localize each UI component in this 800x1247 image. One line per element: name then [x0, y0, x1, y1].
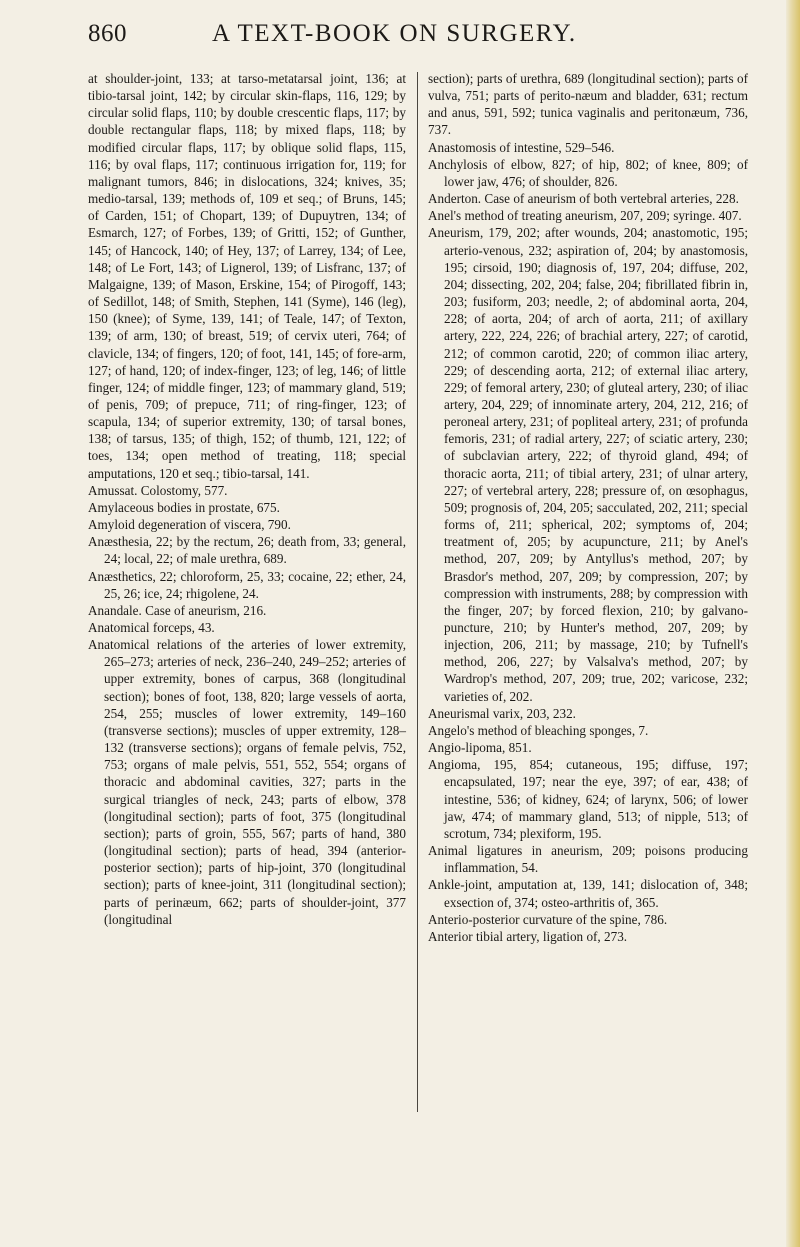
index-entry: Aneurism, 179, 202; after wounds, 204; anastomotic, 195; arterio-venous, 232; aspiration of, 204; by anastomosis, 195; cirsoid, 190; diagnosis of, 197, 204; diffuse, 202, 204; dissecting, 202, 204; false, 204; fibrillated fibrin in, 203; fusiform, 203; needle, 2; of abdominal aorta, 204, 228; of aorta, 204; of arch of aorta, 211; of axillary artery, 222, 224, 226; of brachial artery, 227; of carotid, 212; of common carotid, 220; of common iliac artery, 229; of descending aorta, 212; of external iliac artery, 229; of femoral artery, 230; of gluteal artery, 230; of iliac artery, 204, 229; of innominate artery, 204, 212, 216; of peroneal artery, 231; of popliteal artery, 231; of profunda femoris, 231; of radial artery, 227; of sciatic artery, 230; of subclavian artery, 222; of thyroid gland, 494; of thoracic aorta, 211; of tibial artery, 231; of ulnar artery, 227; of vertebral artery, 228; pressure of, on œsophagus, 509; prognosis of, 204, 205; sacculated, 202, 211; special forms of, 211; spherical, 202; symptoms of, 204; treatment of, 205; by acupuncture, 211; by Anel's method, 207, 209; by Antyllus's method, 207; by Brasdor's method, 207, 209; by compression, 207; by compression with instruments, 288; by compression with the finger, 207; by forced flexion, 210; by galvano-puncture, 210; by Hunter's method, 207, 209; by injection, 206, 211; by massage, 210; by Tufnell's method, 206, 227; by Valsalva's method, 207; by Wardrop's method, 207, 209; true, 202; varicose, 232; varieties of, 202.	[428, 225, 748, 704]
index-entry: Anterio-posterior curvature of the spine, 786.	[428, 911, 668, 927]
index-entry: Amylaceous bodies in prostate, 675.	[88, 499, 280, 515]
index-entry: Anastomosis of intestine, 529–546.	[428, 139, 615, 155]
index-entry: Anchylosis of elbow, 827; of hip, 802; of knee, 809; of lower jaw, 476; of shoulder, 826.	[428, 156, 748, 189]
index-entry: Animal ligatures in aneurism, 209; poisons producing inflammation, 54.	[428, 843, 748, 876]
index-entry: Anderton. Case of aneurism of both vertebral arteries, 228.	[428, 191, 739, 207]
index-entry: section); parts of urethra, 689 (longitudinal section); parts of vulva, 751; parts of perito-næum and bladder, 631; rectum and anus, 591, 592; tunica vaginalis and peritonæum, 736, 737.	[428, 71, 748, 138]
index-column-left	[88, 70, 406, 928]
index-entry: at shoulder-joint, 133; at tarso-metatarsal joint, 136; at tibio-tarsal joint, 142; by circular skin-flaps, 116, 129; by circular solid flaps, 110; by double crescentic flaps, 117; by double rectangular flaps, 118; by mixed flaps, 118; by modified circular flaps, 117; by oblique solid flaps, 115, 116; by oval flaps, 117; continuous irrigation for, 119; for malignant tumors, 846; in dislocations, 324; knives, 35; medio-tarsal, 139; methods of, 109 et seq.; of Bruns, 145; of Carden, 151; of Chopart, 139; of Dupuytren, 134; of Esmarch, 127; of Forbes, 139; of Gritti, 152; of Gunther, 145; of Hancock, 140; of Hey, 137; of Larrey, 134; of Lee, 148; of Le Fort, 143; of Lignerol, 139; of Lisfranc, 137; of Malgaigne, 139; of Mason, Erskine, 154; of Pirogoff, 143; of Sedillot, 148; of Smith, Stephen, 141 (Syme), 146 (leg), 150 (knee); of Syme, 139, 141; of Teale, 147; of Texton, 139; of arm, 130; of breast, 519; of cervix uteri, 764; of clavicle, 134; of fingers, 120; of foot, 141, 145; of fore-arm, 127; of hand, 120; of index-finger, 123; of leg, 146; of little finger, 124; of middle finger, 123; of mammary gland, 519; of penis, 709; of prepuce, 711; of ring-finger, 123; of scapula, 134; of superior extremity, 130; of tarsal bones, 138; of tarsus, 135; of thigh, 152; of thumb, 121, 122; of toes, 134; open method of treating, 118; special amputations, 120 et seq.; tibio-tarsal, 141.	[88, 71, 406, 481]
index-entry: Anandale. Case of aneurism, 216.	[88, 602, 267, 618]
index-column-right	[428, 70, 748, 945]
index-entry: Angio-lipoma, 851.	[428, 740, 532, 756]
page-number: 860	[88, 20, 127, 47]
page-header	[88, 20, 800, 52]
index-entry: Anel's method of treating aneurism, 207, 209; syringe. 407.	[428, 208, 742, 224]
index-entry: Angelo's method of bleaching sponges, 7.	[428, 722, 649, 738]
running-head: A TEXT-BOOK ON SURGERY.	[212, 20, 577, 47]
index-entry: Anatomical forceps, 43.	[88, 620, 215, 635]
page-edge	[786, 0, 800, 1247]
index-entry: Anæsthetics, 22; chloroform, 25, 33; cocaine, 22; ether, 24, 25, 26; ice, 24; rhigolene, 24.	[88, 568, 406, 601]
column-divider	[417, 72, 418, 1112]
index-entry: Anatomical relations of the arteries of lower extremity, 265–273; arteries of neck, 236–240, 249–252; arteries of upper extremity, bones of carpus, 368 (longitudinal section); bones of foot, 138, 820; large vessels of aorta, 254, 255; muscles of lower extremity, 149–160 (transverse sections); muscles of upper extremity, 128–132 (transverse sections); organs of female pelvis, 752, 753; organs of male pelvis, 551, 552, 554; organs of thoracic and abdominal cavities, 327; parts in the surgical triangles of neck, 243; parts of elbow, 378 (longitudinal section); parts of foot, 375 (longitudinal section); parts of groin, 555, 567; parts of hand, 380 (longitudinal section); parts of head, 394 (anterior-posterior section); parts of hip-joint, 370 (longitudinal section); parts of knee-joint, 311 (longitudinal section); parts of perinæum, 662; parts of shoulder-joint, 377 (longitudinal	[88, 637, 406, 927]
index-entry: Angioma, 195, 854; cutaneous, 195; diffuse, 197; encapsulated, 197; near the eye, 397; of ear, 438; of intestine, 536; of kidney, 624; of larynx, 506; of lower jaw, 474; of mammary gland, 513; of nipple, 513; of scrotum, 734; plexiform, 195.	[428, 757, 748, 841]
index-entry: Anterior tibial artery, ligation of, 273.	[428, 928, 628, 944]
index-entry: Amyloid degeneration of viscera, 790.	[88, 517, 291, 533]
index-entry: Aneurismal varix, 203, 232.	[428, 705, 576, 721]
index-entry: Amussat. Colostomy, 577.	[88, 482, 228, 498]
index-entry: Ankle-joint, amputation at, 139, 141; dislocation of, 348; exsection of, 374; osteo-arthritis of, 365.	[428, 877, 748, 910]
index-entry: Anæsthesia, 22; by the rectum, 26; death from, 33; general, 24; local, 22; of male urethra, 689.	[88, 534, 406, 567]
